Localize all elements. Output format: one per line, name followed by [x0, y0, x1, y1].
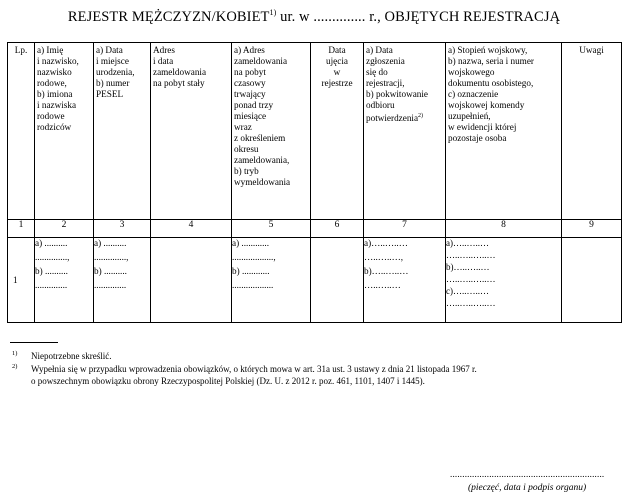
header-names: a) Imię i nazwisko, nazwisko rodowe, b) imiona i nazwiska rodowe rodziców	[35, 43, 94, 220]
cell-military[interactable]: a)…..…..… …..…..…..… b)…..…..… …..…..…..… c)…..…..… …..…..…..…	[446, 238, 562, 323]
col-num: 2	[35, 220, 94, 238]
cell-registry-date[interactable]	[311, 238, 364, 323]
title-rest: ur. w .............. r., OBJĘTYCH REJESTRACJĄ	[276, 9, 561, 25]
document-title	[0, 8, 628, 26]
column-number-row	[8, 220, 622, 238]
row-lp: 1	[8, 238, 35, 323]
footnote-text: Wypełnia się w przypadku wprowadzenia obowiązków, o których mowa w art. 31a ust. 3 ustawy z dnia 21 listopada 1967 r.	[31, 364, 477, 374]
footnote-text: o powszechnym obowiązku obrony Rzeczypospolitej Polskiej (Dz. U. z 2012 r. poz. 461, 1101, 1407 i 1445).	[31, 376, 425, 386]
signature-line: ...............................................................	[450, 469, 605, 479]
signature-caption: (pieczęć, data i podpis organu)	[468, 483, 587, 493]
table-row	[8, 238, 622, 323]
cell-names[interactable]: a) .......... .............., b) .......... ..............	[35, 238, 94, 323]
col7-footnote-ref: 2)	[418, 113, 424, 119]
header-military: a) Stopień wojskowy, b) nazwa, seria i numer wojskowego dokumentu osobistego, c) oznaczenie wojskowej komendy uzupełnień, w ewidencji której pozostaje osoba	[446, 43, 562, 220]
col-num: 5	[232, 220, 311, 238]
title-main: REJESTR MĘŻCZYZN/KOBIET	[67, 9, 270, 25]
header-registry-date: Data ujęcia w rejestrze	[311, 43, 364, 220]
footnote-separator	[10, 342, 58, 343]
col-num: 1	[8, 220, 35, 238]
col-num: 9	[562, 220, 622, 238]
header-row	[8, 43, 622, 220]
footnote-mark: 1)	[12, 350, 18, 357]
footnote-text: Niepotrzebne skreślić.	[31, 351, 112, 361]
registry-table	[7, 42, 622, 323]
col-num: 4	[151, 220, 232, 238]
col-num: 7	[364, 220, 446, 238]
header-registration-date: a) Data zgłoszenia się do rejestracji, b) pokwitowanie odbioru potwierdzenia$^{2)}$	[364, 43, 446, 220]
cell-permanent-address[interactable]	[151, 238, 232, 323]
col-num: 3	[94, 220, 151, 238]
header-temporary-address: a) Adres zameldowania na pobyt czasowy trwający ponad trzy miesiące wraz z określeniem okresu zameldowania, b) tryb wymeldowania	[232, 43, 311, 220]
header-lp: Lp.	[8, 43, 35, 220]
cell-birth[interactable]: a) .......... .............., b) .......... ..............	[94, 238, 151, 323]
title-footnote-ref: 1)	[269, 8, 277, 17]
header-permanent-address: Adres i data zameldowania na pobyt stały	[151, 43, 232, 220]
cell-remarks[interactable]	[562, 238, 622, 323]
header-remarks: Uwagi	[562, 43, 622, 220]
footnote-mark: 2)	[12, 363, 18, 370]
col-num: 6	[311, 220, 364, 238]
cell-registration-date[interactable]: a)…..…..… …..…..…, b)…..…..… …..…..…	[364, 238, 446, 323]
col-num: 8	[446, 220, 562, 238]
cell-temporary-address[interactable]: a) ............ .................., b) ............ ..................	[232, 238, 311, 323]
header-birth: a) Data i miejsce urodzenia, b) numer PESEL	[94, 43, 151, 220]
